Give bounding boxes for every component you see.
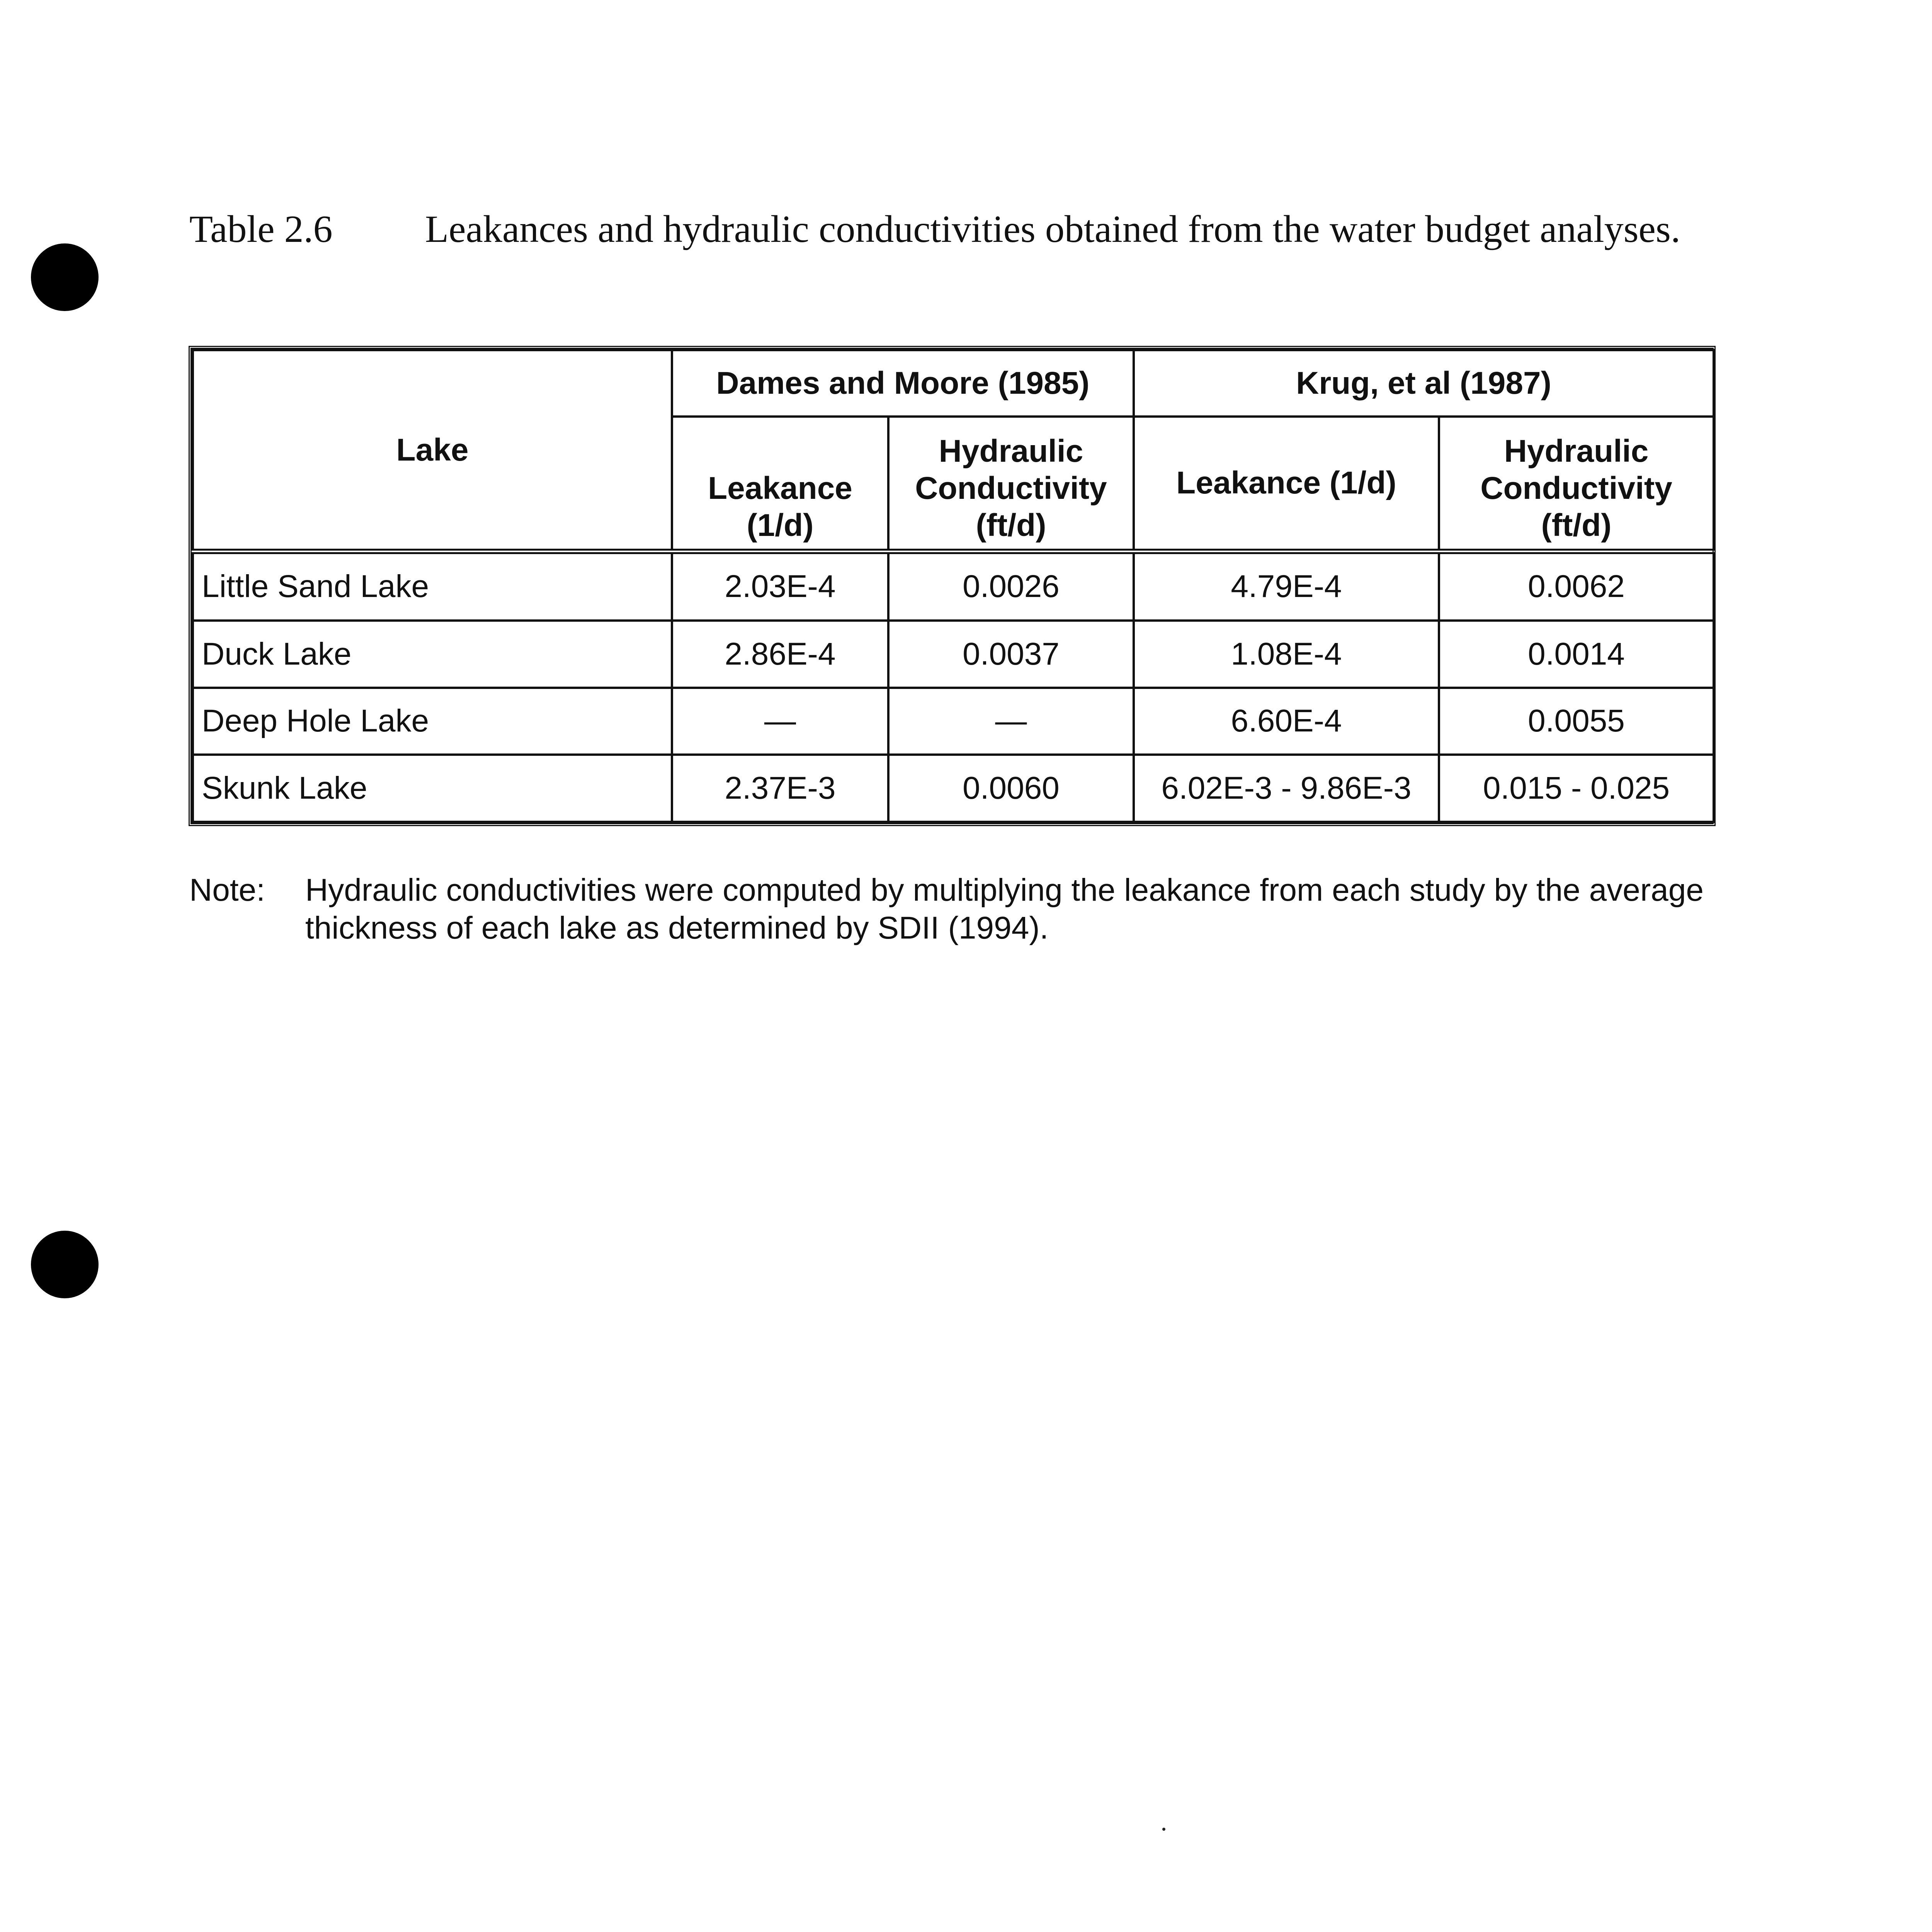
lake-name-cell: Deep Hole Lake xyxy=(193,688,672,755)
krug-conductivity-cell: 0.0014 xyxy=(1439,621,1714,688)
group-header-krug: Krug, et al (1987) xyxy=(1134,350,1714,417)
table-row-skunk-lake xyxy=(193,755,1714,822)
table-caption-label: Table 2.6 xyxy=(189,207,333,250)
dm-conductivity-cell: 0.0026 xyxy=(888,551,1134,621)
group-header-dames-moore: Dames and Moore (1985) xyxy=(672,350,1134,417)
krug-leakance-cell: 4.79E-4 xyxy=(1134,551,1439,621)
krug-conductivity-cell: 0.015 - 0.025 xyxy=(1439,755,1714,822)
krug-conductivity-header-line-2: Conductivity xyxy=(1480,471,1672,506)
krug-conductivity-header-line-3: (ft/d) xyxy=(1541,508,1612,543)
lake-name-cell: Little Sand Lake xyxy=(193,551,672,621)
dm-conductivity-header-line-3: (ft/d) xyxy=(976,508,1046,543)
table-row-little-sand-lake xyxy=(193,551,1714,621)
table-row-deep-hole-lake xyxy=(193,688,1714,755)
speck-mark xyxy=(1162,1828,1165,1831)
krug-conductivity-header xyxy=(1439,417,1714,551)
punch-hole-middle xyxy=(31,1231,99,1298)
dm-conductivity-cell: — xyxy=(888,688,1134,755)
krug-leakance-cell: 6.02E-3 - 9.86E-3 xyxy=(1134,755,1439,822)
note-text: Hydraulic conductivities were computed by multiplying the leakance from each study by the average thickness of each lake as determined by SDII (1994). xyxy=(305,872,1704,946)
table-row-duck-lake xyxy=(193,621,1714,688)
note-label: Note: xyxy=(189,872,265,908)
dm-leakance-header-line-1: Leakance xyxy=(708,471,852,506)
dm-conductivity-header xyxy=(888,417,1134,551)
dm-leakance-header xyxy=(672,417,888,551)
krug-leakance-cell: 6.60E-4 xyxy=(1134,688,1439,755)
dm-conductivity-header-line-2: Conductivity xyxy=(915,471,1107,506)
lake-name-cell: Skunk Lake xyxy=(193,755,672,822)
dm-leakance-cell: 2.03E-4 xyxy=(672,551,888,621)
punch-hole-top xyxy=(31,243,99,311)
lake-name-cell: Duck Lake xyxy=(193,621,672,688)
dm-leakance-cell: 2.37E-3 xyxy=(672,755,888,822)
krug-conductivity-cell: 0.0062 xyxy=(1439,551,1714,621)
dm-conductivity-header-line-1: Hydraulic xyxy=(939,434,1083,469)
krug-leakance-cell: 1.08E-4 xyxy=(1134,621,1439,688)
lake-header: Lake xyxy=(193,350,672,551)
krug-leakance-header: Leakance (1/d) xyxy=(1134,417,1439,551)
table-caption-text: Leakances and hydraulic conductivities obtained from the water budget analyses. xyxy=(425,207,1680,250)
lake-table-frame xyxy=(189,346,1716,826)
lake-table xyxy=(192,349,1715,823)
krug-conductivity-header-line-1: Hydraulic xyxy=(1504,434,1649,469)
krug-conductivity-cell: 0.0055 xyxy=(1439,688,1714,755)
dm-leakance-cell: 2.86E-4 xyxy=(672,621,888,688)
dm-conductivity-cell: 0.0060 xyxy=(888,755,1134,822)
dm-conductivity-cell: 0.0037 xyxy=(888,621,1134,688)
dm-leakance-cell: — xyxy=(672,688,888,755)
dm-leakance-header-line-2: (1/d) xyxy=(747,508,814,543)
